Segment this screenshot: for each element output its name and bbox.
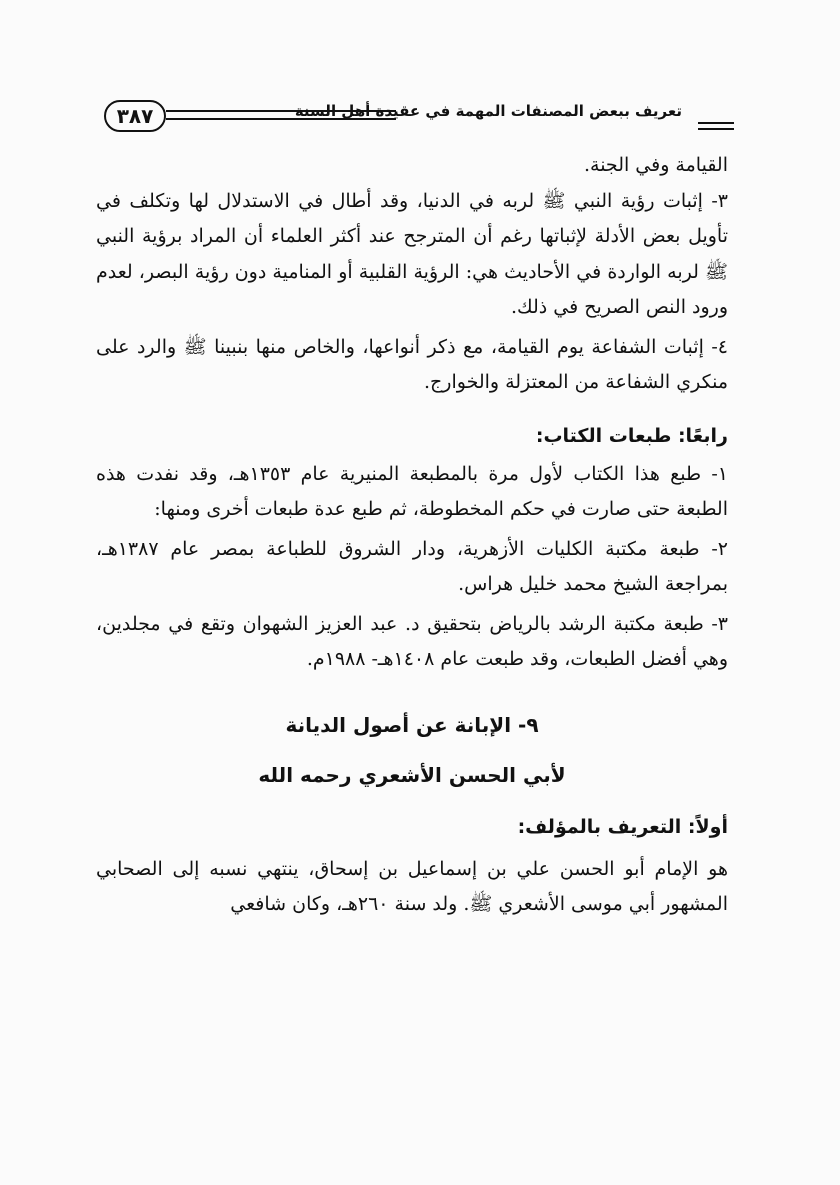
book-title-heading: ٩- الإبانة عن أصول الديانة xyxy=(285,712,539,737)
paragraph-edition-3: ٣- طبعة مكتبة الرشد بالرياض بتحقيق د. عبد العزيز الشهوان وتقع في مجلدين، وهي أفضل الطبعات، وقد طبعت عام ١٤٠٨هـ- ١٩٨٨م. xyxy=(96,612,728,670)
page-body xyxy=(96,148,728,923)
paragraph-author-bio: هو الإمام أبو الحسن علي بن إسماعيل بن إسحاق، ينتهي نسبه إلى الصحابي المشهور أبي موسى الأشعري ﷺ. ولد سنة ٢٦٠هـ، وكان شافعي xyxy=(96,857,728,915)
book-author-heading: لأبي الحسن الأشعري رحمه الله xyxy=(258,762,566,787)
running-head: تعريف ببعض المصنفات المهمة في عقيدة أهل السنة xyxy=(294,102,682,120)
paragraph-edition-2: ٢- طبعة مكتبة الكليات الأزهرية، ودار الشروق للطباعة بمصر عام ١٣٨٧هـ، بمراجعة الشيخ محمد خليل هراس. xyxy=(96,537,728,595)
paragraph-continuation: القيامة وفي الجنة. xyxy=(583,154,728,176)
header-ornament xyxy=(698,122,734,130)
section-heading-author: أولاً: التعريف بالمؤلف: xyxy=(517,815,728,838)
paragraph-intercession-point: ٤- إثبات الشفاعة يوم القيامة، مع ذكر أنواعها، والخاص منها بنبينا ﷺ والرد على منكري الشفاعة من المعتزلة والخوارج. xyxy=(96,335,728,393)
page-number: ٣٨٧ xyxy=(104,100,166,132)
page-header xyxy=(104,96,734,136)
paragraph-edition-1: ١- طبع هذا الكتاب لأول مرة بالمطبعة المنيرية عام ١٣٥٣هـ، وقد نفدت هذه الطبعة حتى صارت في حكم المخطوطة، ثم طبع عدة طبعات أخرى ومنها: xyxy=(96,462,728,520)
paragraph-vision-point: ٣- إثبات رؤية النبي ﷺ لربه في الدنيا، وقد أطال في الاستدلال لها وتكلف في تأويل بعض الأدلة لإثباتها رغم أن المترجح عند أكثر العلماء أن المراد برؤية النبي ﷺ لربه الواردة في الأحاديث هي: الرؤية القلبية أو المنامية دون رؤية البصر، لعدم ورود النص الصريح في ذلك. xyxy=(96,189,728,318)
section-heading-editions: رابعًا: طبعات الكتاب: xyxy=(535,424,728,447)
